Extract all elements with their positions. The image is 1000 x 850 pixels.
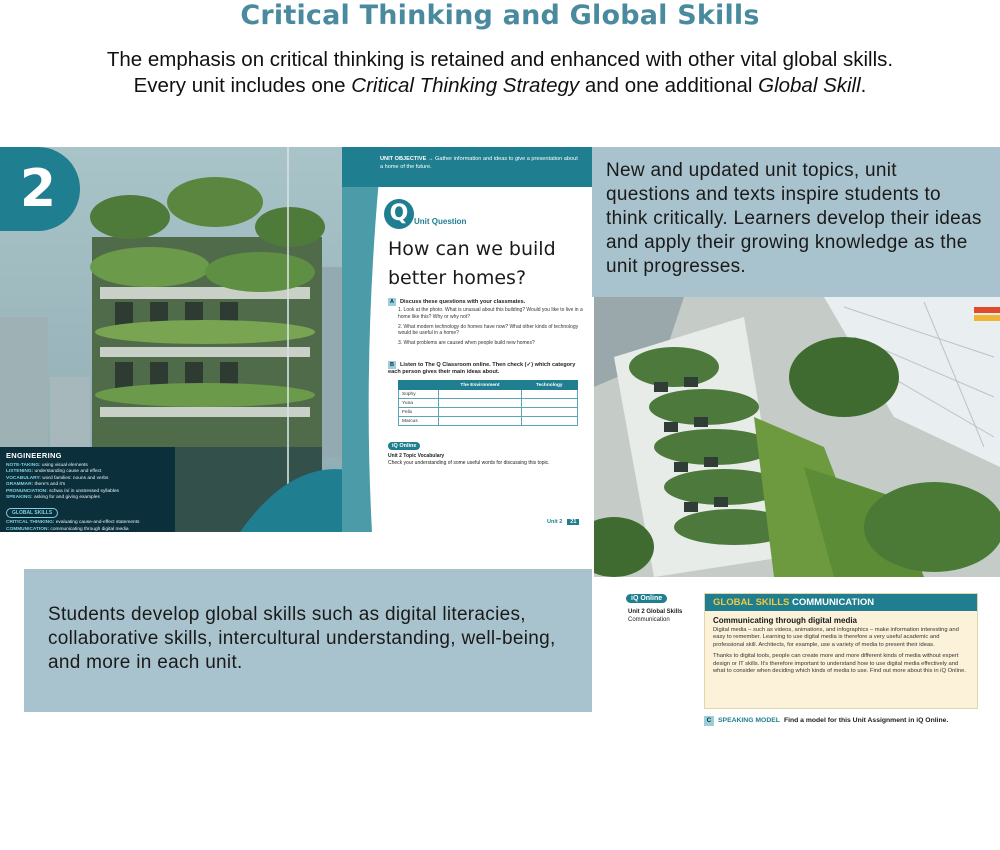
unit-question-label: Unit Question xyxy=(414,217,467,226)
speaking-model-line xyxy=(704,716,948,726)
table-cell xyxy=(439,399,521,408)
skill-label: VOCABULARY: xyxy=(6,475,41,481)
skill-label: COMMUNICATION: xyxy=(6,526,50,532)
global-skills-heading xyxy=(705,594,977,611)
table-cell-name: Felix xyxy=(399,408,439,417)
table-row xyxy=(399,408,578,417)
iq-online-badge: iQ Online xyxy=(388,442,420,450)
sidenote-title: Unit 2 Global Skills xyxy=(628,609,683,615)
unit-question-page xyxy=(342,147,592,532)
page-footer xyxy=(547,519,579,525)
skill-value: understanding cause and effect xyxy=(34,469,102,475)
intro-text xyxy=(0,47,1000,99)
table-header: Technology xyxy=(521,381,577,390)
table-cell-name: Sophy xyxy=(399,390,439,399)
intro-text-part: Every unit includes one xyxy=(133,74,352,97)
skill-value: schwa /ə/ in unstressed syllables xyxy=(49,488,119,494)
table-header: The Environment xyxy=(439,381,521,390)
skill-value: word families: nouns and verbs xyxy=(42,475,109,481)
activity-tag: A xyxy=(388,298,396,306)
green-tower-photo xyxy=(594,297,1000,577)
listening-table xyxy=(398,380,578,426)
skill-line xyxy=(6,495,169,501)
activity-tag: B xyxy=(388,361,396,369)
table-row xyxy=(399,417,578,426)
skill-value: there's and it's xyxy=(34,482,66,488)
skill-label: CRITICAL THINKING: xyxy=(6,520,55,526)
table-cell xyxy=(439,417,521,426)
discussion-question: 2. What modern technology do homes have now? What other kinds of technology would be useful in a home? xyxy=(398,323,579,337)
global-skills-box xyxy=(704,593,978,709)
skill-label: GRAMMAR: xyxy=(6,482,34,488)
skill-category: COMMUNICATION xyxy=(792,597,875,608)
table-cell xyxy=(439,390,521,399)
global-skills-subheading: Communicating through digital media xyxy=(713,616,857,625)
intro-line-1: The emphasis on critical thinking is retained and enhanced with other vital global skills. xyxy=(106,48,894,71)
sidenote-subtitle: Communication xyxy=(628,617,670,623)
discussion-question: 1. Look at the photo. What is unusual about this building? Would you like to live in a home like this? Why or why not? xyxy=(398,307,583,320)
table-cell xyxy=(521,408,577,417)
unit-number-badge: 2 xyxy=(0,147,80,231)
skill-value: communicating through digital media xyxy=(50,526,129,532)
page-unit-label: Unit 2 xyxy=(547,519,563,525)
table-row xyxy=(399,399,578,408)
activity-tag: C xyxy=(704,716,714,726)
skill-label: LISTENING: xyxy=(6,469,34,475)
speaking-model-text: Find a model for this Unit Assignment in iQ Online. xyxy=(783,717,949,724)
activity-b xyxy=(388,361,578,376)
skill-value: asking for and giving examples xyxy=(34,495,100,501)
intro-text-part: and one additional xyxy=(579,74,759,97)
critical-thinking-strategy-term: Critical Thinking Strategy xyxy=(351,74,580,97)
intro-line-2 xyxy=(0,73,1000,99)
table-cell xyxy=(521,390,577,399)
skill-label: NOTE-TAKING: xyxy=(6,463,41,468)
table-cell xyxy=(521,399,577,408)
discussion-questions xyxy=(398,307,584,350)
activity-instruction: Discuss these questions with your classmates. xyxy=(400,299,526,305)
objective-label: UNIT OBJECTIVE → xyxy=(380,156,434,162)
unit-opener-photo-page xyxy=(0,147,372,532)
global-skills-pill: GLOBAL SKILLS xyxy=(6,508,58,518)
vocab-text: Check your understanding of some useful words for discussing this topic. xyxy=(388,459,550,466)
global-skills-label: GLOBAL SKILLS xyxy=(713,597,790,608)
unit-subject: ENGINEERING xyxy=(6,451,62,460)
global-skill-term: Global Skill xyxy=(758,74,861,97)
objective-text: Gather information and ideas to give a presentation about a home of the future. xyxy=(380,156,578,170)
callout-global-skills: Students develop global skills such as digital literacies, collaborative skills, intercultural understanding, well-being, and more in each unit. xyxy=(24,569,592,712)
global-skills-paragraph: Thanks to digital tools, people can create more and more different kinds of media without expert design or IT skills. It's therefore important to understand how to use digital media effectively and what to consider when deciding which kinds of media to use. Find out more about this in iQ Online. xyxy=(713,653,966,675)
table-header xyxy=(399,381,439,390)
table-cell-name: Marcus xyxy=(399,417,439,426)
iq-online-badge: iQ Online xyxy=(626,594,667,603)
unit-objective-bar xyxy=(342,147,592,187)
green-tower-illustration xyxy=(594,297,1000,577)
discussion-question: 3. What problems are caused when people build new homes? xyxy=(398,340,535,347)
page-title: Critical Thinking and Global Skills xyxy=(240,0,760,31)
unit-question-text: How can we build better homes? xyxy=(388,238,556,289)
skill-value: using visual elements xyxy=(41,463,88,468)
skill-label: PRONUNCIATION: xyxy=(6,488,48,494)
global-skills-sidenote xyxy=(628,608,682,624)
skill-value: evaluating cause-and-effect statements xyxy=(55,520,140,526)
activity-instruction: Listen to The Q Classroom online. Then check (✓) which category each person gives their main ideas about. xyxy=(388,362,576,375)
global-skills-excerpt xyxy=(620,590,980,730)
table-cell xyxy=(439,408,521,417)
skill-label: SPEAKING: xyxy=(6,495,33,501)
table-row xyxy=(399,390,578,399)
skill-line xyxy=(6,527,169,532)
topic-vocabulary xyxy=(388,453,549,466)
speaking-model-label: SPEAKING MODEL xyxy=(718,717,780,724)
table-cell xyxy=(521,417,577,426)
page-number: 21 xyxy=(567,519,579,525)
vocab-title: Unit 2 Topic Vocabulary xyxy=(388,453,445,459)
global-skills-paragraph: Digital media – such as videos, animations, and infographics – make information interesting and easy to remember. Learning to use digital media is therefore a very useful academic and professional skill. Architects, for example, use a variety of media to present their ideas. xyxy=(713,627,959,648)
intro-text-part: . xyxy=(860,74,867,97)
table-cell-name: Yuna xyxy=(399,399,439,408)
activity-a xyxy=(388,298,525,306)
unit-skills-box xyxy=(0,447,175,532)
q-logo-icon: Q xyxy=(384,199,414,229)
table-header-row xyxy=(399,381,578,390)
callout-unit-topics: New and updated unit topics, unit questions and texts inspire students to think critically. Learners develop their ideas and apply their growing knowledge as the unit progresses. xyxy=(592,147,1000,297)
